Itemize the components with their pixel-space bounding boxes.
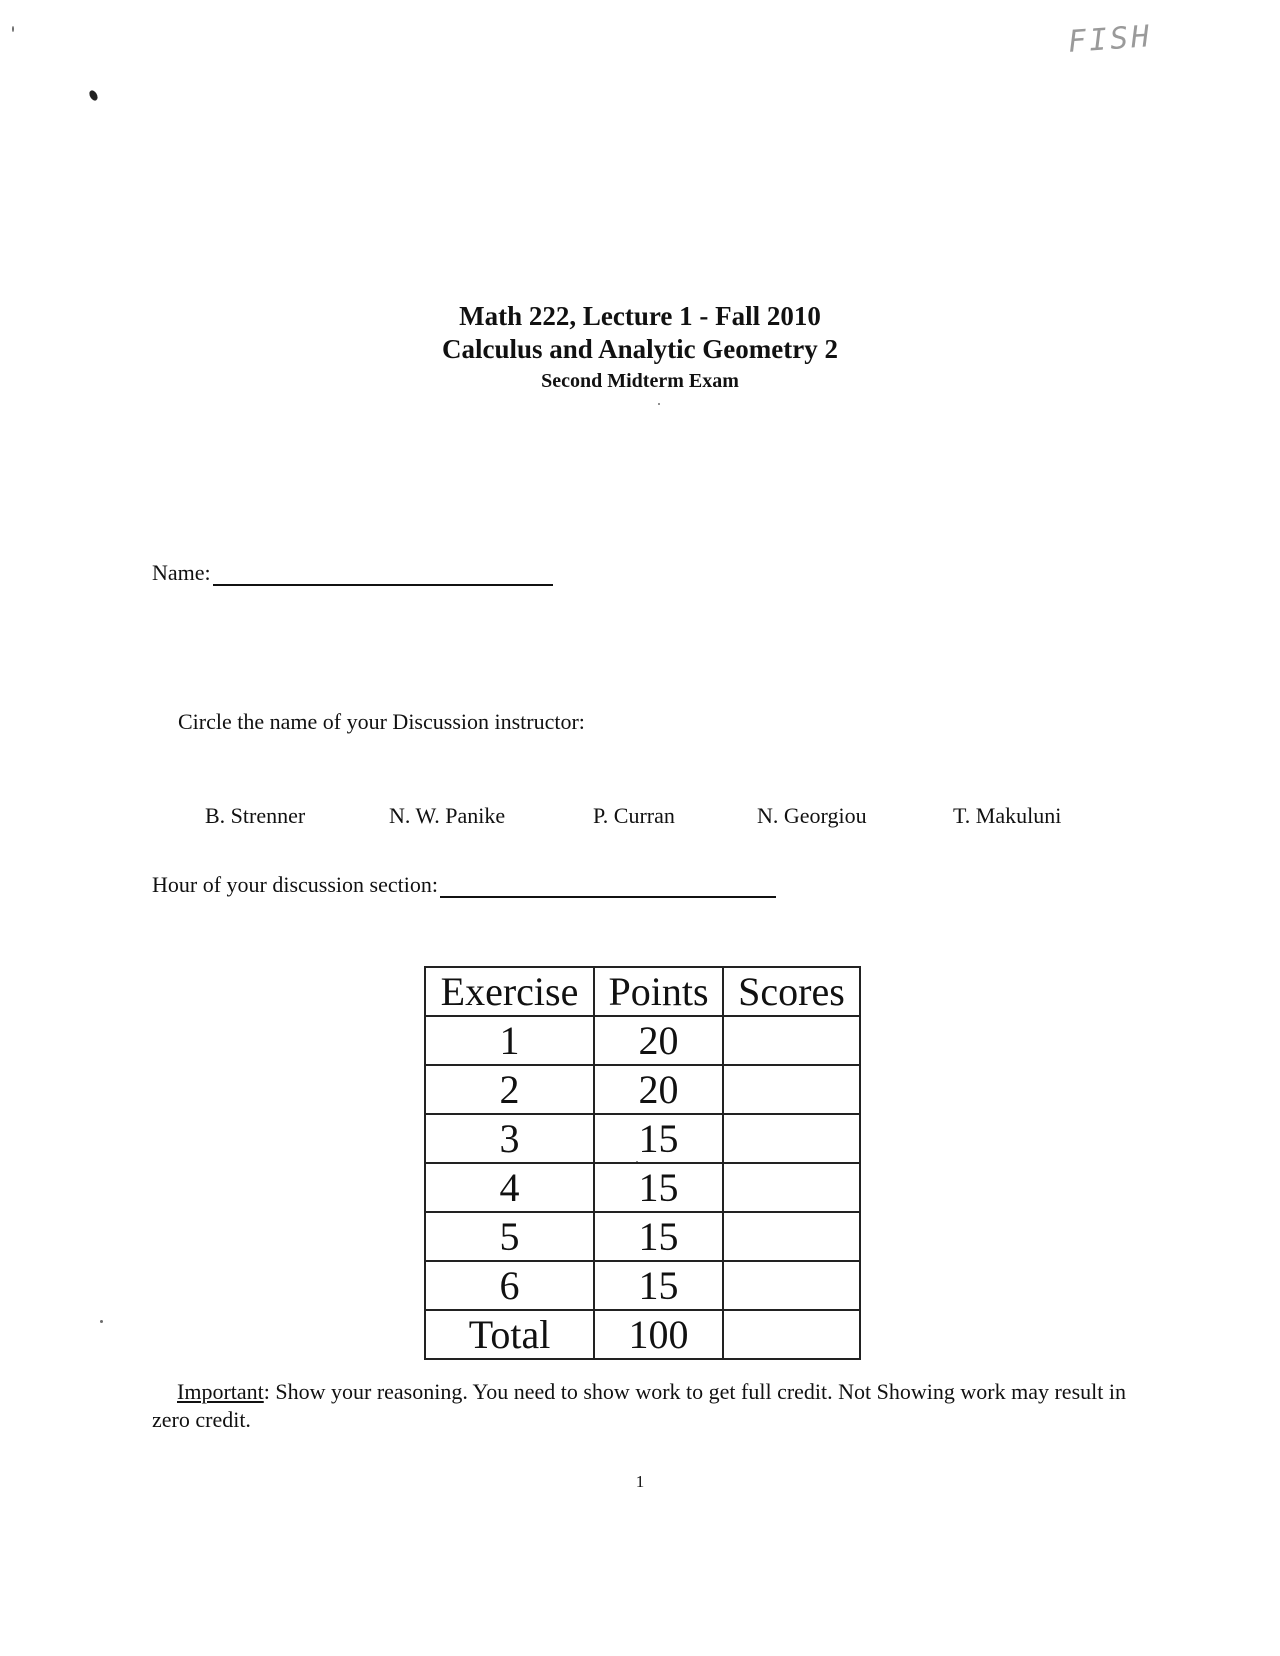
name-field: [152, 560, 553, 586]
table-row: [425, 1261, 860, 1310]
name-blank-line[interactable]: [213, 562, 553, 586]
points-cell: 15: [594, 1261, 723, 1310]
important-label: Important: [177, 1379, 264, 1404]
scan-speck: [658, 403, 660, 405]
exam-name: Second Midterm Exam: [541, 370, 739, 392]
table-row: [425, 1065, 860, 1114]
header-exercise: Exercise: [425, 967, 594, 1016]
exercise-cell: 6: [425, 1261, 594, 1310]
important-note: [152, 1378, 1132, 1434]
exercise-cell: 4: [425, 1163, 594, 1212]
instructor-option[interactable]: B. Strenner: [205, 803, 306, 828]
exercise-cell: 1: [425, 1016, 594, 1065]
header-points: Points: [594, 967, 723, 1016]
header-scores: Scores: [723, 967, 860, 1016]
name-label: Name:: [152, 560, 211, 585]
score-cell[interactable]: [723, 1065, 860, 1114]
table-total-row: [425, 1310, 860, 1359]
exercise-total-cell: Total: [425, 1310, 594, 1359]
score-cell[interactable]: [723, 1016, 860, 1065]
exercise-cell: 2: [425, 1065, 594, 1114]
table-row: [425, 1163, 860, 1212]
exam-title-block: [0, 300, 1280, 394]
corner-handwritten-note: FISH: [1066, 19, 1154, 60]
points-cell: 20: [594, 1065, 723, 1114]
points-cell: 15: [594, 1212, 723, 1261]
instructor-option[interactable]: N. Georgiou: [757, 803, 867, 828]
section-label: Hour of your discussion section:: [152, 872, 438, 897]
points-total-cell: 100: [594, 1310, 723, 1359]
course-line: Math 222, Lecture 1 - Fall 2010: [459, 301, 821, 331]
table-header-row: [425, 967, 860, 1016]
section-field: [152, 872, 776, 898]
important-text: : Show your reasoning. You need to show work to get full credit. Not Showing work may result in zero credit.: [152, 1379, 1126, 1432]
table-row: [425, 1016, 860, 1065]
page-number: 1: [635, 1472, 645, 1491]
score-cell[interactable]: [723, 1163, 860, 1212]
course-name: Calculus and Analytic Geometry 2: [442, 334, 838, 364]
exercise-cell: 3: [425, 1114, 594, 1163]
instructor-option[interactable]: P. Curran: [593, 803, 675, 828]
instructor-option[interactable]: N. W. Panike: [389, 803, 506, 828]
instructor-prompt: Circle the name of your Discussion instructor:: [178, 709, 585, 734]
table-row: [425, 1114, 860, 1163]
points-cell: 15: [594, 1163, 723, 1212]
score-cell[interactable]: [723, 1261, 860, 1310]
points-cell: 15: [594, 1114, 723, 1163]
exercise-cell: 5: [425, 1212, 594, 1261]
score-cell[interactable]: [723, 1114, 860, 1163]
table-row: [425, 1212, 860, 1261]
instructor-option[interactable]: T. Makuluni: [953, 803, 1062, 828]
points-cell: 20: [594, 1016, 723, 1065]
section-blank-line[interactable]: [440, 874, 776, 898]
scan-speck: [100, 1320, 103, 1323]
scan-speck: [88, 89, 100, 102]
scan-speck: [12, 26, 14, 32]
score-total-cell[interactable]: [723, 1310, 860, 1359]
score-table: [424, 966, 861, 1360]
score-cell[interactable]: [723, 1212, 860, 1261]
